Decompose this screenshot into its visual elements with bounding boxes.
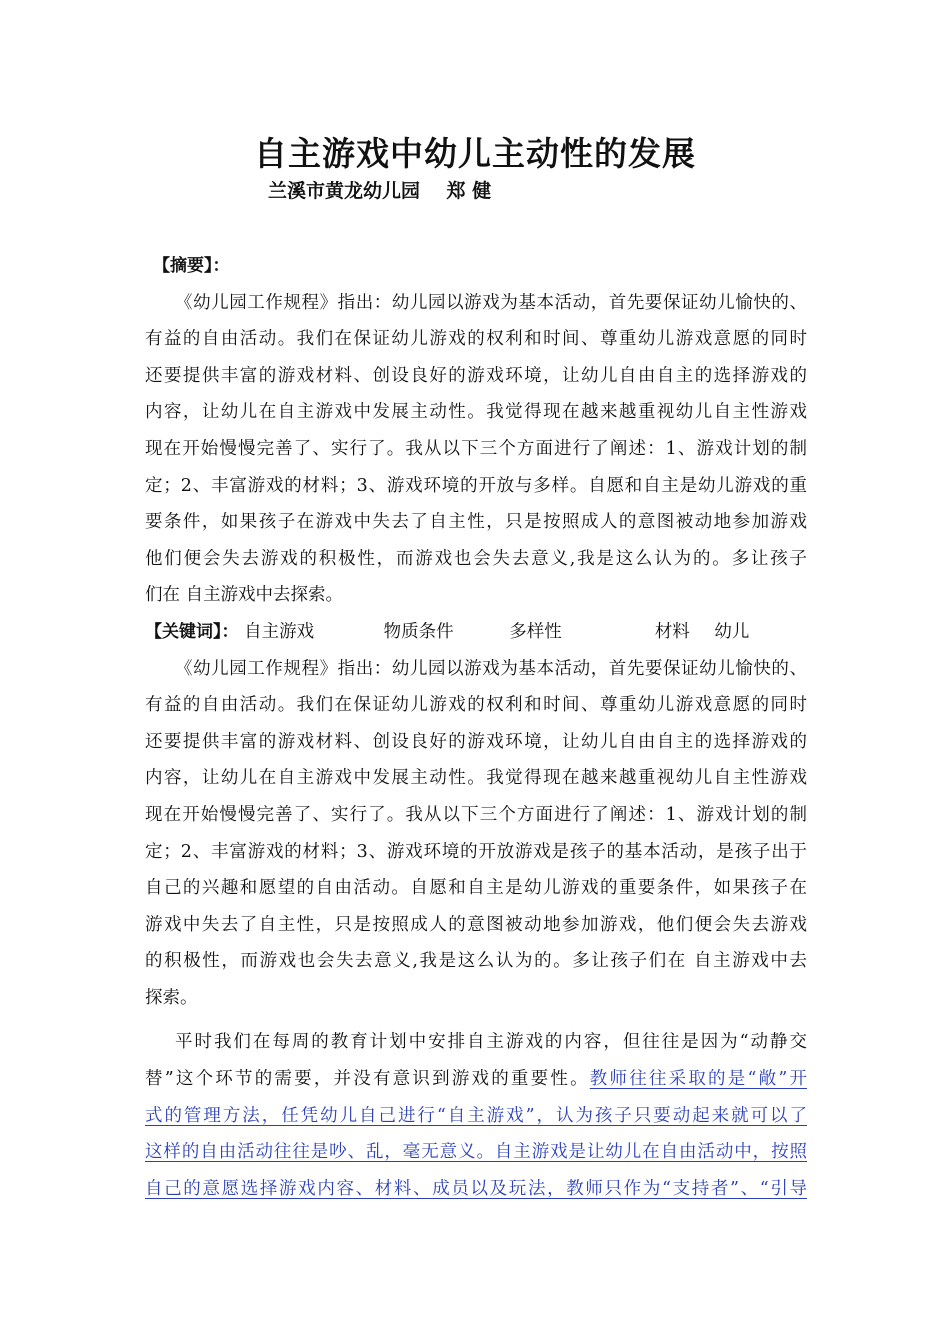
abstract-line: 现在开始慢慢完善了、实行了。我从以下三个方面进行了阐述：1、游戏计划的制 bbox=[145, 438, 807, 459]
keywords-line bbox=[145, 614, 807, 651]
abstract-line: 内容，让幼儿在自主游戏中发展主动性。我觉得现在越来越重视幼儿自主性游戏 bbox=[145, 402, 807, 423]
paragraph-line: 自己的兴趣和愿望的自由活动。自愿和自主是幼儿游戏的重要条件，如果孩子在 bbox=[145, 878, 807, 899]
abstract-line: 《幼儿园工作规程》指出：幼儿园以游戏为基本活动，首先要保证幼儿愉快的、 bbox=[175, 292, 807, 313]
paragraph-line: 游戏中失去了自主性，只是按照成人的意图被动地参加游戏，他们便会失去游戏 bbox=[145, 914, 807, 935]
paragraph-line: 有益的自由活动。我们在保证幼儿游戏的权利和时间、尊重幼儿游戏意愿的同时 bbox=[145, 695, 807, 716]
paragraph-text: 替”这个环节的需要，并没有意识到游戏的重要性。 bbox=[145, 1069, 590, 1090]
document-title: 自主游戏中幼儿主动性的发展 bbox=[254, 134, 696, 173]
keyword: 物质条件 bbox=[383, 621, 454, 642]
abstract-label: 【摘要】： bbox=[153, 256, 230, 276]
keyword: 幼儿 bbox=[714, 621, 750, 642]
hyperlink-line[interactable]: 这样的自由活动往往是吵、乱，毫无意义。自主游戏是让幼儿在自由活动中，按照 bbox=[145, 1142, 807, 1163]
hyperlink-line[interactable]: 自己的意愿选择游戏内容、材料、成员以及玩法，教师只作为“支持者”、“引导 bbox=[145, 1178, 807, 1199]
abstract-line: 他们便会失去游戏的积极性，而游戏也会失去意义,我是这么认为的。多让孩子 bbox=[145, 548, 807, 569]
abstract-line: 还要提供丰富的游戏材料、创设良好的游戏环境，让幼儿自由自主的选择游戏的 bbox=[145, 365, 807, 386]
abstract-line: 有益的自由活动。我们在保证幼儿游戏的权利和时间、尊重幼儿游戏意愿的同时 bbox=[145, 329, 807, 350]
keyword: 自主游戏 bbox=[244, 621, 315, 642]
abstract-text bbox=[145, 285, 807, 614]
abstract-line: 们在 自主游戏中去探索。 bbox=[145, 585, 344, 606]
hyperlink-text[interactable]: 教师往往采取的是“敞”开 bbox=[589, 1069, 807, 1090]
paragraph-line: 《幼儿园工作规程》指出：幼儿园以游戏为基本活动，首先要保证幼儿愉快的、 bbox=[175, 658, 807, 679]
abstract-line: 定；2、丰富游戏的材料；3、游戏环境的开放与多样。自愿和自主是幼儿游戏的重 bbox=[145, 475, 807, 496]
paragraph-line: 现在开始慢慢完善了、实行了。我从以下三个方面进行了阐述：1、游戏计划的制 bbox=[145, 804, 807, 825]
paragraph-line bbox=[145, 1061, 807, 1098]
paragraph-line: 定；2、丰富游戏的材料；3、游戏环境的开放游戏是孩子的基本活动，是孩子出于 bbox=[145, 841, 807, 862]
document-body bbox=[145, 248, 807, 1207]
abstract-heading bbox=[145, 248, 807, 285]
keywords-label: 【关键词】： bbox=[145, 621, 239, 642]
abstract-line: 要条件，如果孩子在游戏中失去了自主性，只是按照成人的意图被动地参加游戏 bbox=[145, 512, 807, 533]
paragraph-line: 内容，让幼儿在自主游戏中发展主动性。我觉得现在越来越重视幼儿自主性游戏 bbox=[145, 768, 807, 789]
paragraph-line: 的积极性，而游戏也会失去意义,我是这么认为的。多让孩子们在 自主游戏中去 bbox=[145, 951, 807, 972]
paragraph-1 bbox=[145, 651, 807, 1017]
keyword: 多样性 bbox=[509, 621, 562, 642]
keyword: 材料 bbox=[654, 621, 690, 642]
hyperlink-line[interactable]: 式的管理方法，任凭幼儿自己进行“自主游戏”，认为孩子只要动起来就可以了 bbox=[145, 1105, 807, 1126]
paragraph-line: 平时我们在每周的教育计划中安排自主游戏的内容，但往往是因为“动静交 bbox=[175, 1032, 807, 1053]
paragraph-2 bbox=[145, 1024, 807, 1207]
paragraph-line: 探索。 bbox=[145, 987, 198, 1008]
paragraph-line: 还要提供丰富的游戏材料、创设良好的游戏环境，让幼儿自由自主的选择游戏的 bbox=[145, 731, 807, 752]
author-line: 兰溪市黄龙幼儿园 郑 健 bbox=[268, 180, 492, 202]
